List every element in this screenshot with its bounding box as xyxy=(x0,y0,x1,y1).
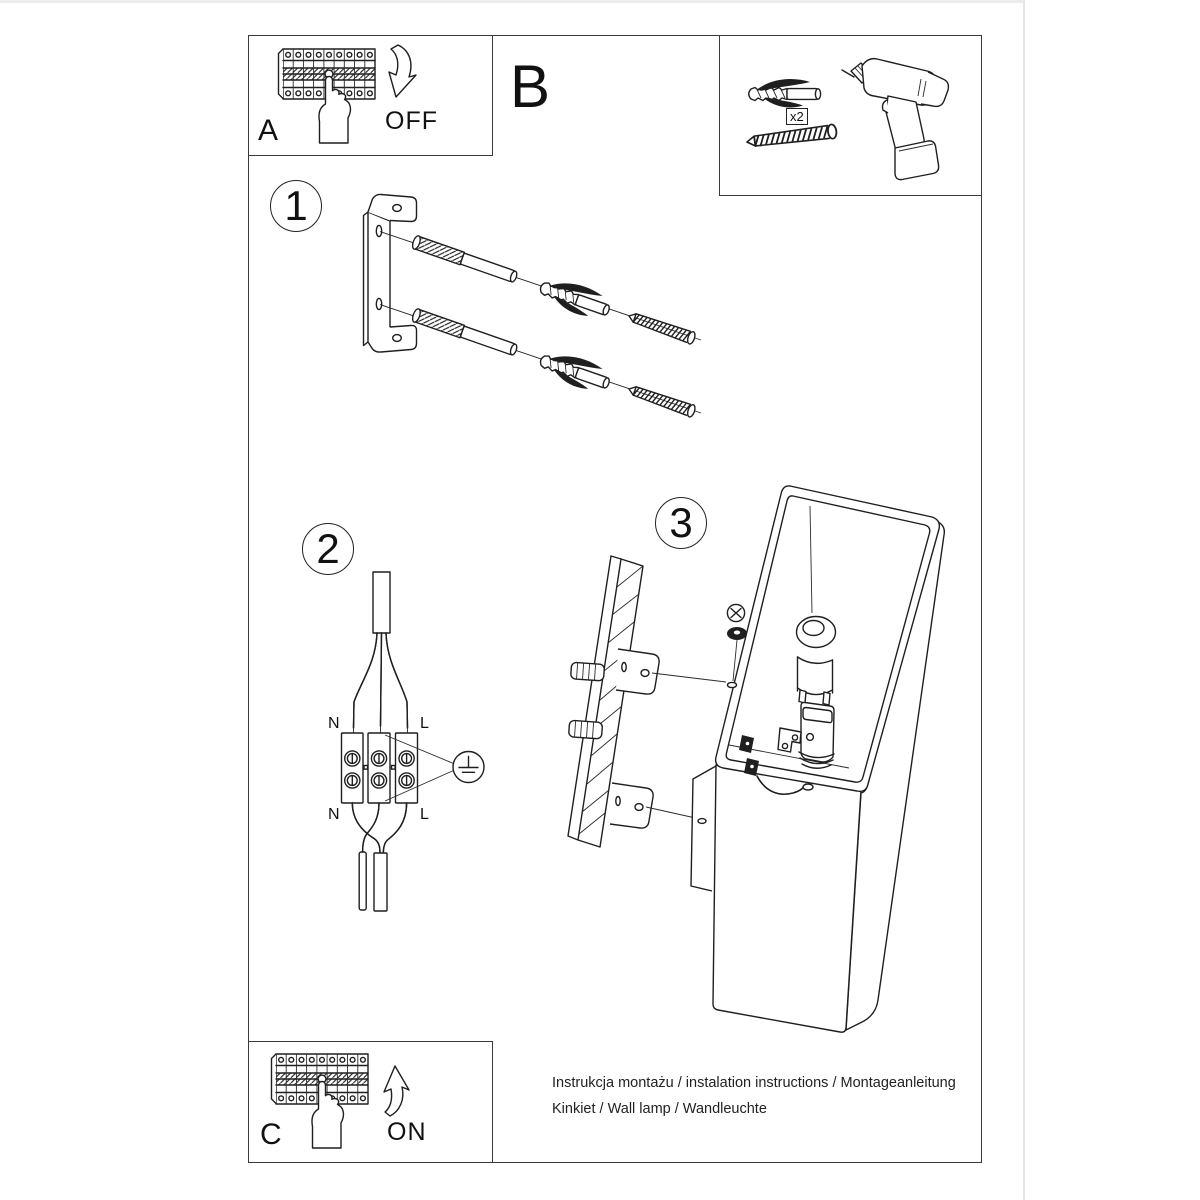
wire-label-n-top: N xyxy=(328,715,340,732)
wire-label-l-top: L xyxy=(420,715,429,732)
step-2-number: 2 xyxy=(302,523,354,575)
wall-anchor-icon xyxy=(749,79,821,107)
curved-arrow-down-icon xyxy=(389,45,416,97)
step-1-number: 1 xyxy=(270,180,322,232)
wall-plate-drawing xyxy=(568,556,659,847)
drill-icon xyxy=(842,59,948,180)
panel-c-label: C xyxy=(260,1118,282,1151)
curved-arrow-up-icon xyxy=(384,1066,409,1116)
output-wires-drawing xyxy=(352,803,406,911)
footer-line-1: Instrukcja montażu / instalation instructions / Montageanleitung xyxy=(552,1075,956,1091)
wall-plug-drawing xyxy=(536,273,613,397)
footer-text xyxy=(552,1070,956,1122)
quantity-badge: x2 xyxy=(786,108,808,125)
mounting-screw-icon xyxy=(746,124,837,149)
step-3-number: 3 xyxy=(655,497,707,549)
panel-b-label: B xyxy=(510,53,551,120)
terminal-block-drawing xyxy=(342,733,454,803)
mounting-bracket-drawing xyxy=(364,194,417,352)
expansion-screw-drawing xyxy=(411,235,518,357)
panel-c-action-on: ON xyxy=(387,1118,427,1146)
panel-a-action-off: OFF xyxy=(385,107,438,135)
footer-line-2: Kinkiet / Wall lamp / Wandleuchte xyxy=(552,1101,767,1117)
wood-screw-drawing xyxy=(627,310,697,418)
wire-label-n-bottom: N xyxy=(328,806,340,823)
ground-symbol-icon xyxy=(453,752,484,783)
wire-label-l-bottom: L xyxy=(420,806,429,823)
panel-a-label: A xyxy=(258,114,279,147)
power-cable-drawing xyxy=(354,572,408,733)
